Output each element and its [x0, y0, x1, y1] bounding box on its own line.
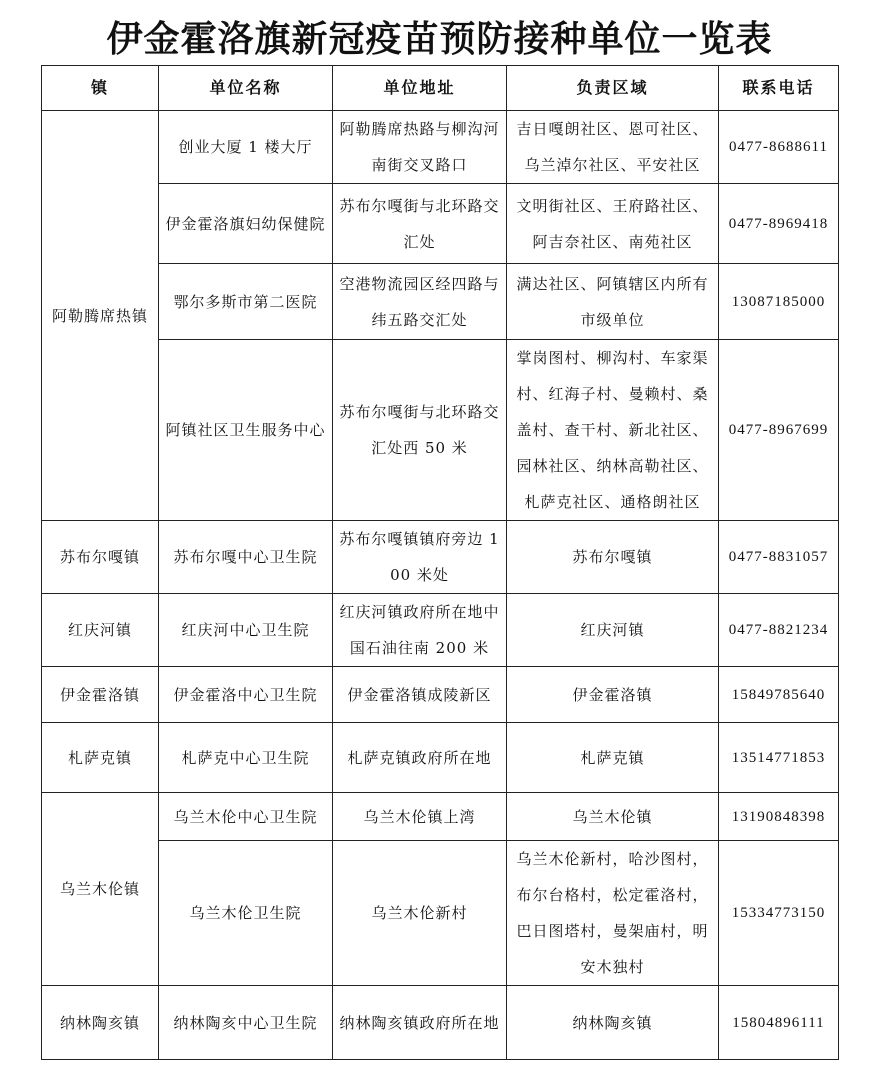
table-row: [42, 340, 839, 521]
unit-name-cell: 伊金霍洛中心卫生院: [159, 667, 333, 723]
unit-address-cell: 苏布尔嘎镇镇府旁边 100 米处: [333, 521, 507, 594]
table-row: [42, 594, 839, 667]
unit-address-cell: 伊金霍洛镇成陵新区: [333, 667, 507, 723]
area-cell: 满达社区、阿镇辖区内所有市级单位: [507, 264, 719, 340]
header-town: 镇: [42, 66, 159, 111]
vaccination-units-table: [41, 65, 839, 1060]
unit-address-cell: 苏布尔嘎街与北环路交汇处: [333, 184, 507, 264]
table-row: [42, 841, 839, 986]
unit-name-cell: 伊金霍洛旗妇幼保健院: [159, 184, 333, 264]
unit-name-cell: 乌兰木伦卫生院: [159, 841, 333, 986]
area-cell: 文明街社区、王府路社区、阿吉奈社区、南苑社区: [507, 184, 719, 264]
phone-cell: 15334773150: [719, 841, 839, 986]
unit-address-cell: 札萨克镇政府所在地: [333, 723, 507, 793]
town-cell: 苏布尔嘎镇: [42, 521, 159, 594]
phone-cell: 0477-8967699: [719, 340, 839, 521]
table-row: [42, 521, 839, 594]
area-cell: 乌兰木伦新村，哈沙图村，布尔台格村，松定霍洛村，巴日图塔村，曼架庙村，明安木独村: [507, 841, 719, 986]
unit-name-cell: 鄂尔多斯市第二医院: [159, 264, 333, 340]
phone-cell: 0477-8688611: [719, 111, 839, 184]
header-phone: 联系电话: [719, 66, 839, 111]
town-cell: 伊金霍洛镇: [42, 667, 159, 723]
phone-cell: 13190848398: [719, 793, 839, 841]
town-cell: 阿勒腾席热镇: [42, 111, 159, 521]
unit-name-cell: 红庆河中心卫生院: [159, 594, 333, 667]
table-row: [42, 184, 839, 264]
phone-cell: 15849785640: [719, 667, 839, 723]
area-cell: 掌岗图村、柳沟村、车家渠村、红海子村、曼赖村、桑盖村、查干村、新北社区、园林社区、纳林高勒社区、札萨克社区、通格朗社区: [507, 340, 719, 521]
unit-name-cell: 创业大厦 1 楼大厅: [159, 111, 333, 184]
town-cell: 纳林陶亥镇: [42, 986, 159, 1060]
unit-address-cell: 乌兰木伦镇上湾: [333, 793, 507, 841]
unit-address-cell: 纳林陶亥镇政府所在地: [333, 986, 507, 1060]
unit-name-cell: 苏布尔嘎中心卫生院: [159, 521, 333, 594]
phone-cell: 0477-8969418: [719, 184, 839, 264]
table-row: [42, 986, 839, 1060]
unit-name-cell: 阿镇社区卫生服务中心: [159, 340, 333, 521]
phone-cell: 0477-8821234: [719, 594, 839, 667]
table-row: [42, 723, 839, 793]
unit-address-cell: 阿勒腾席热路与柳沟河南街交叉路口: [333, 111, 507, 184]
table-header-row: [42, 66, 839, 111]
unit-address-cell: 苏布尔嘎街与北环路交汇处西 50 米: [333, 340, 507, 521]
header-responsible-area: 负责区域: [507, 66, 719, 111]
table-row: [42, 793, 839, 841]
header-unit-name: 单位名称: [159, 66, 333, 111]
table-row: [42, 111, 839, 184]
phone-cell: 13087185000: [719, 264, 839, 340]
town-cell: 乌兰木伦镇: [42, 793, 159, 986]
unit-address-cell: 乌兰木伦新村: [333, 841, 507, 986]
table-row: [42, 667, 839, 723]
phone-cell: 0477-8831057: [719, 521, 839, 594]
page-title: 伊金霍洛旗新冠疫苗预防接种单位一览表: [106, 19, 773, 60]
area-cell: 乌兰木伦镇: [507, 793, 719, 841]
unit-name-cell: 札萨克中心卫生院: [159, 723, 333, 793]
town-cell: 札萨克镇: [42, 723, 159, 793]
phone-cell: 15804896111: [719, 986, 839, 1060]
header-unit-address: 单位地址: [333, 66, 507, 111]
area-cell: 纳林陶亥镇: [507, 986, 719, 1060]
area-cell: 札萨克镇: [507, 723, 719, 793]
town-cell: 红庆河镇: [42, 594, 159, 667]
area-cell: 吉日嘎朗社区、恩可社区、乌兰淖尔社区、平安社区: [507, 111, 719, 184]
area-cell: 伊金霍洛镇: [507, 667, 719, 723]
table-row: [42, 264, 839, 340]
unit-address-cell: 红庆河镇政府所在地中国石油往南 200 米: [333, 594, 507, 667]
unit-name-cell: 纳林陶亥中心卫生院: [159, 986, 333, 1060]
area-cell: 红庆河镇: [507, 594, 719, 667]
phone-cell: 13514771853: [719, 723, 839, 793]
area-cell: 苏布尔嘎镇: [507, 521, 719, 594]
unit-name-cell: 乌兰木伦中心卫生院: [159, 793, 333, 841]
unit-address-cell: 空港物流园区经四路与纬五路交汇处: [333, 264, 507, 340]
